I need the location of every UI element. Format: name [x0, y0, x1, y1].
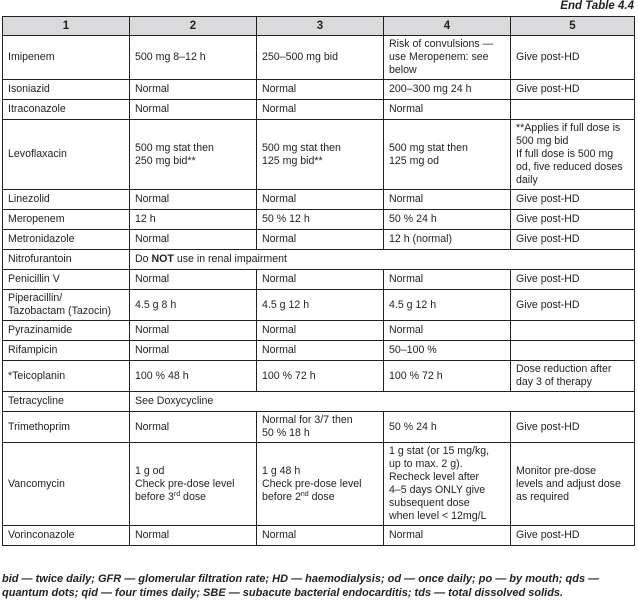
drug-name-cell: [3, 361, 130, 392]
table-row: [3, 341, 635, 361]
dose-cell: [130, 443, 257, 526]
dose-cell: [511, 80, 635, 100]
table-row: [3, 392, 635, 412]
table-row: [3, 270, 635, 290]
drug-name-cell: [3, 392, 130, 412]
cell-line: subsequent dose: [389, 497, 470, 509]
dose-cell: [511, 341, 635, 361]
drug-name-cell: [3, 270, 130, 290]
cell-line: Linezolid: [8, 193, 50, 205]
dose-cell: [384, 100, 511, 120]
dose-cell: [257, 321, 384, 341]
cell-line: Meropenem: [8, 213, 65, 225]
cell-line: Normal: [135, 529, 170, 541]
cell-line: Metronidazole: [8, 233, 75, 245]
table-row: [3, 412, 635, 443]
cell-line: Tetracycline: [8, 395, 64, 407]
dose-cell: [384, 526, 511, 546]
cell-line: Piperacillin/: [8, 292, 63, 304]
cell-line: Normal: [389, 193, 424, 205]
cell-line: 4–5 days ONLY give: [389, 484, 486, 496]
cell-line: Trimethoprim: [8, 420, 71, 433]
cell-line: od, five reduced doses: [516, 161, 623, 173]
dose-cell: [130, 321, 257, 341]
cell-line: Normal: [262, 83, 297, 95]
dose-cell: [511, 526, 635, 546]
dose-cell: [511, 443, 635, 526]
cell-line: 1 g stat (or 15 mg/kg,: [389, 445, 490, 457]
cell-line: Give post-HD: [516, 233, 580, 245]
dose-cell: [130, 230, 257, 250]
dose-cell: [511, 290, 635, 321]
cell-line: use Meropenem: see: [389, 51, 489, 63]
dose-cell: [257, 412, 384, 443]
cell-line: 100 % 72 h: [262, 369, 316, 382]
cell-line: Give post-HD: [516, 273, 580, 285]
dose-cell: [384, 321, 511, 341]
dose-cell: [257, 290, 384, 321]
cell-line: Itraconazole: [8, 103, 66, 115]
cell-line: up to max. 2 g).: [389, 458, 463, 470]
cell-line: Normal: [135, 344, 170, 356]
table-row: [3, 361, 635, 392]
dose-cell: [384, 341, 511, 361]
drug-name-cell: [3, 36, 130, 80]
cell-line: Normal: [262, 273, 297, 285]
dose-cell: [384, 443, 511, 526]
dose-cell: [257, 100, 384, 120]
cell-line: If full dose is 500 mg: [516, 148, 614, 160]
dose-cell: [130, 270, 257, 290]
dose-cell: [384, 190, 511, 210]
drug-name-cell: [3, 120, 130, 190]
dose-cell: [511, 120, 635, 190]
cell-line: daily: [516, 174, 538, 186]
drug-name-cell: [3, 190, 130, 210]
dose-cell: [257, 526, 384, 546]
dose-cell: [130, 80, 257, 100]
dose-cell: [384, 230, 511, 250]
dose-cell: [384, 290, 511, 321]
dose-cell: [257, 361, 384, 392]
cell-line: Check pre-dose level: [262, 477, 362, 490]
table-row: [3, 210, 635, 230]
cell-line: Normal: [262, 529, 297, 541]
cell-line: 500 mg stat then: [135, 141, 214, 154]
cell-line: 12 h: [135, 213, 156, 225]
dose-cell: [130, 36, 257, 80]
cell-line: before 3rd dose: [135, 490, 207, 503]
dose-cell: [257, 341, 384, 361]
cell-line: 500 mg stat then: [262, 141, 341, 154]
cell-line: Normal: [389, 103, 424, 115]
dose-cell: [257, 36, 384, 80]
cell-line: levels and adjust dose: [516, 477, 621, 490]
cell-line: Give post-HD: [516, 420, 580, 433]
cell-line: Risk of convulsions —: [389, 38, 494, 50]
cell-line: 4.5 g 12 h: [389, 298, 437, 311]
cell-line: Normal: [262, 324, 297, 336]
cell-line: Normal: [135, 83, 170, 95]
cell-line: 500 mg stat then: [389, 141, 468, 154]
drug-name-cell: [3, 80, 130, 100]
cell-line: Normal: [135, 420, 170, 433]
cell-line: 100 % 48 h: [135, 369, 189, 382]
drug-name-cell: [3, 341, 130, 361]
drug-name-cell: [3, 100, 130, 120]
spanning-note-cell: Do NOT use in renal impairment: [130, 250, 635, 270]
dose-cell: [384, 36, 511, 80]
dose-cell: [511, 230, 635, 250]
cell-line: Pyrazinamide: [8, 324, 73, 336]
drug-name-cell: [3, 250, 130, 270]
cell-line: Tazobactam (Tazocin): [8, 305, 112, 317]
cell-line: Isoniazid: [8, 83, 50, 95]
dose-cell: [257, 443, 384, 526]
cell-line: 4.5 g 8 h: [135, 298, 177, 311]
cell-line: Normal: [135, 103, 170, 115]
cell-line: 250 mg bid**: [135, 154, 196, 167]
column-header: 1: [3, 17, 130, 36]
dose-cell: [511, 36, 635, 80]
dose-cell: [257, 230, 384, 250]
cell-line: 12 h (normal): [389, 233, 452, 245]
cell-line: Dose reduction after: [516, 363, 612, 375]
cell-line: Normal: [135, 324, 170, 336]
table-row: [3, 230, 635, 250]
cell-line: Rifampicin: [8, 344, 58, 356]
dose-cell: [130, 341, 257, 361]
dose-cell: [511, 321, 635, 341]
table-row: [3, 80, 635, 100]
dose-cell: [257, 120, 384, 190]
dose-cell: [511, 412, 635, 443]
cell-line: as required: [516, 490, 569, 503]
table-row: [3, 321, 635, 341]
cell-line: 100 % 72 h: [389, 369, 443, 382]
dose-cell: [384, 80, 511, 100]
cell-line: Monitor pre-dose: [516, 464, 597, 477]
cell-line: 1 g od: [135, 464, 165, 477]
dose-cell: [511, 210, 635, 230]
cell-line: Normal: [262, 344, 297, 356]
dose-cell: [130, 412, 257, 443]
cell-line: 50 % 12 h: [262, 213, 310, 225]
cell-line: Give post-HD: [516, 298, 580, 311]
cell-line: 125 mg od: [389, 154, 440, 167]
drug-name-cell: [3, 526, 130, 546]
cell-line: Nitrofurantoin: [8, 253, 72, 265]
table-row: [3, 120, 635, 190]
dose-cell: [511, 190, 635, 210]
cell-line: Normal: [389, 324, 424, 336]
dose-cell: [384, 210, 511, 230]
dose-cell: [384, 120, 511, 190]
cell-line: 4.5 g 12 h: [262, 298, 310, 311]
cell-line: Give post-HD: [516, 83, 580, 95]
cell-line: Vancomycin: [8, 477, 65, 490]
drug-name-cell: [3, 412, 130, 443]
dose-cell: [384, 361, 511, 392]
cell-line: before 2nd dose: [262, 490, 335, 503]
cell-line: Normal: [262, 233, 297, 245]
table-row: [3, 290, 635, 321]
dose-cell: [257, 80, 384, 100]
header-row: [3, 17, 635, 36]
cell-line: 250–500 mg bid: [262, 51, 338, 63]
cell-line: 125 mg bid**: [262, 154, 323, 167]
dose-cell: [511, 100, 635, 120]
drug-name-cell: [3, 230, 130, 250]
dose-cell: [384, 412, 511, 443]
table-row: [3, 190, 635, 210]
cell-line: day 3 of therapy: [516, 376, 592, 388]
cell-line: 50 % 24 h: [389, 213, 437, 225]
cell-line: 50 % 18 h: [262, 427, 310, 439]
column-header: 3: [257, 17, 384, 36]
dose-cell: [130, 290, 257, 321]
abbreviations-footnote: bid — twice daily; GFR — glomerular filtration rate; HD — haemodialysis; od — once daily; po — by mouth; qds — quantum dots; qid — four times daily; SBE — subacute bacterial endocarditis; tds — total dissolved solids.: [2, 573, 600, 599]
drug-name-cell: [3, 210, 130, 230]
cell-line: Vorinconazole: [8, 529, 75, 541]
cell-line: Give post-HD: [516, 529, 580, 541]
cell-line: 1 g 48 h: [262, 464, 301, 477]
table-row: [3, 100, 635, 120]
cell-line: Imipenem: [8, 51, 55, 63]
spanning-note-cell: See Doxycycline: [130, 392, 635, 412]
dose-cell: [130, 361, 257, 392]
cell-line: Normal: [135, 233, 170, 245]
drug-name-cell: [3, 443, 130, 526]
dose-cell: [257, 270, 384, 290]
cell-line: 500 mg 8–12 h: [135, 51, 206, 63]
cell-line: Normal: [262, 193, 297, 205]
cell-line: when level < 12mg/L: [389, 510, 487, 522]
drug-name-cell: [3, 290, 130, 321]
cell-line: **Applies if full dose is: [516, 122, 621, 134]
cell-line: 200–300 mg 24 h: [389, 83, 472, 95]
cell-line: below: [389, 64, 417, 76]
table-row: [3, 36, 635, 80]
cell-line: Normal: [389, 273, 424, 285]
dose-cell: [384, 270, 511, 290]
dose-cell: [130, 190, 257, 210]
cell-line: *Teicoplanin: [8, 369, 66, 382]
cell-line: Normal: [389, 529, 424, 541]
table-row: [3, 526, 635, 546]
cell-line: Give post-HD: [516, 213, 580, 225]
dose-cell: [511, 361, 635, 392]
cell-line: Recheck level after: [389, 471, 480, 483]
dosage-table: [2, 16, 635, 546]
column-header: 2: [130, 17, 257, 36]
dose-cell: [130, 526, 257, 546]
dose-cell: [511, 270, 635, 290]
column-header: 5: [511, 17, 635, 36]
cell-line: Give post-HD: [516, 51, 580, 63]
cell-line: Normal: [135, 193, 170, 205]
cell-line: Normal: [135, 273, 170, 285]
cell-line: 50 % 24 h: [389, 420, 437, 433]
cell-line: Give post-HD: [516, 193, 580, 205]
dose-cell: [130, 210, 257, 230]
dose-cell: [130, 120, 257, 190]
cell-line: Normal for 3/7 then: [262, 414, 353, 426]
cell-line: 50–100 %: [389, 344, 437, 356]
table-row: [3, 443, 635, 526]
cell-line: Penicillin V: [8, 273, 60, 285]
cell-line: Normal: [262, 103, 297, 115]
column-header: 4: [384, 17, 511, 36]
table-row: [3, 250, 635, 270]
dose-cell: [257, 210, 384, 230]
dose-cell: [257, 190, 384, 210]
cell-line: Levoflaxacin: [8, 148, 67, 160]
cell-line: 500 mg bid: [516, 135, 569, 147]
drug-name-cell: [3, 321, 130, 341]
table-caption: End Table 4.4: [560, 0, 634, 12]
dose-cell: [130, 100, 257, 120]
cell-line: Check pre-dose level: [135, 477, 235, 490]
table-body: [3, 36, 635, 546]
